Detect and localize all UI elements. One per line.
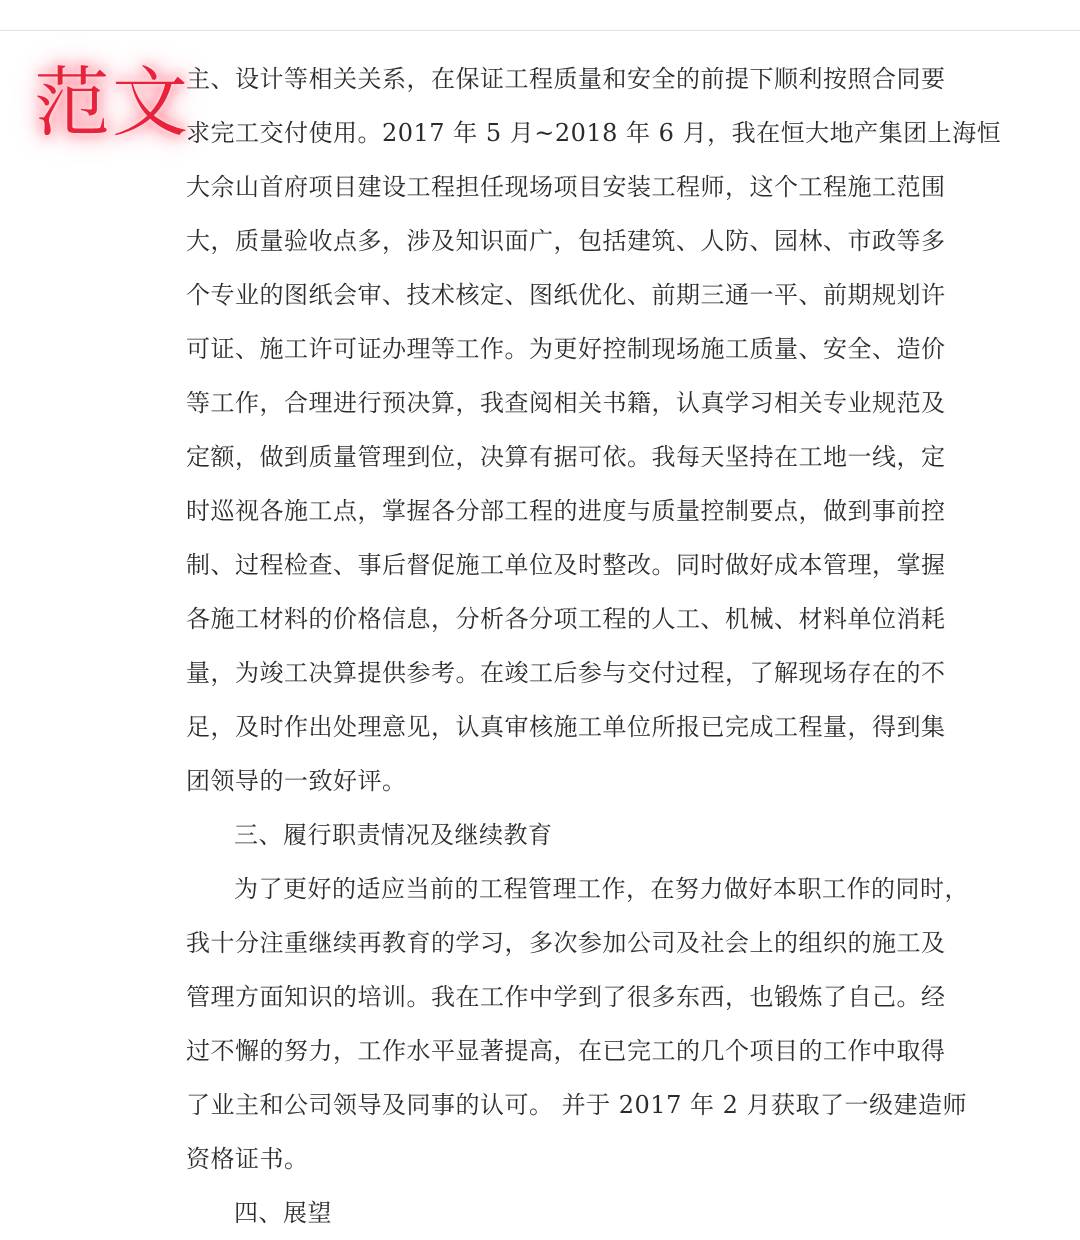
paragraph-line: 资格证书。 — [186, 1145, 309, 1173]
paragraph-line: 个专业的图纸会审、技术核定、图纸优化、前期三通一平、前期规划许 — [186, 281, 946, 309]
paragraph-line: 管理方面知识的培训。我在工作中学到了很多东西，也锻炼了自己。经 — [186, 983, 946, 1011]
watermark-stamp: 范文 — [34, 58, 190, 147]
paragraph-line: 过不懈的努力，工作水平显著提高，在已完工的几个项目的工作中取得 — [186, 1037, 946, 1065]
paragraph-line: 定额，做到质量管理到位，决算有据可依。我每天坚持在工地一线，定 — [186, 443, 946, 471]
paragraph-line: 了业主和公司领导及同事的认可。 并于 2017 年 2 月获取了一级建造师 — [186, 1091, 967, 1119]
paragraph-line: 量，为竣工决算提供参考。在竣工后参与交付过程，了解现场存在的不 — [186, 659, 946, 687]
paragraph-line: 制、过程检查、事后督促施工单位及时整改。同时做好成本管理，掌握 — [186, 551, 946, 579]
document-page — [186, 52, 1002, 1240]
paragraph-line: 时巡视各施工点，掌握各分部工程的进度与质量控制要点，做到事前控 — [186, 497, 946, 525]
paragraph-line: 团领导的一致好评。 — [186, 767, 407, 795]
paragraph-line: 为了更好的适应当前的工程管理工作，在努力做好本职工作的同时， — [234, 875, 969, 903]
paragraph-line: 我十分注重继续再教育的学习，多次参加公司及社会上的组织的施工及 — [186, 929, 946, 957]
top-divider — [0, 30, 1080, 31]
paragraph-line: 求完工交付使用。2017 年 5 月~2018 年 6 月，我在恒大地产集团上海恒 — [186, 119, 1002, 147]
paragraph-line: 大佘山首府项目建设工程担任现场项目安装工程师，这个工程施工范围 — [186, 173, 946, 201]
paragraph-line: 各施工材料的价格信息，分析各分项工程的人工、机械、材料单位消耗 — [186, 605, 946, 633]
paragraph-line: 大，质量验收点多，涉及知识面广，包括建筑、人防、园林、市政等多 — [186, 227, 946, 255]
paragraph-line: 等工作，合理进行预决算，我查阅相关书籍，认真学习相关专业规范及 — [186, 389, 946, 417]
section-heading-4: 四、展望 — [234, 1199, 332, 1227]
paragraph-line: 足，及时作出处理意见，认真审核施工单位所报已完成工程量，得到集 — [186, 713, 946, 741]
section-heading-3: 三、履行职责情况及继续教育 — [234, 821, 553, 849]
paragraph-line: 主、设计等相关关系，在保证工程质量和安全的前提下顺利按照合同要 — [186, 65, 946, 93]
paragraph-line: 可证、施工许可证办理等工作。为更好控制现场施工质量、安全、造价 — [186, 335, 946, 363]
